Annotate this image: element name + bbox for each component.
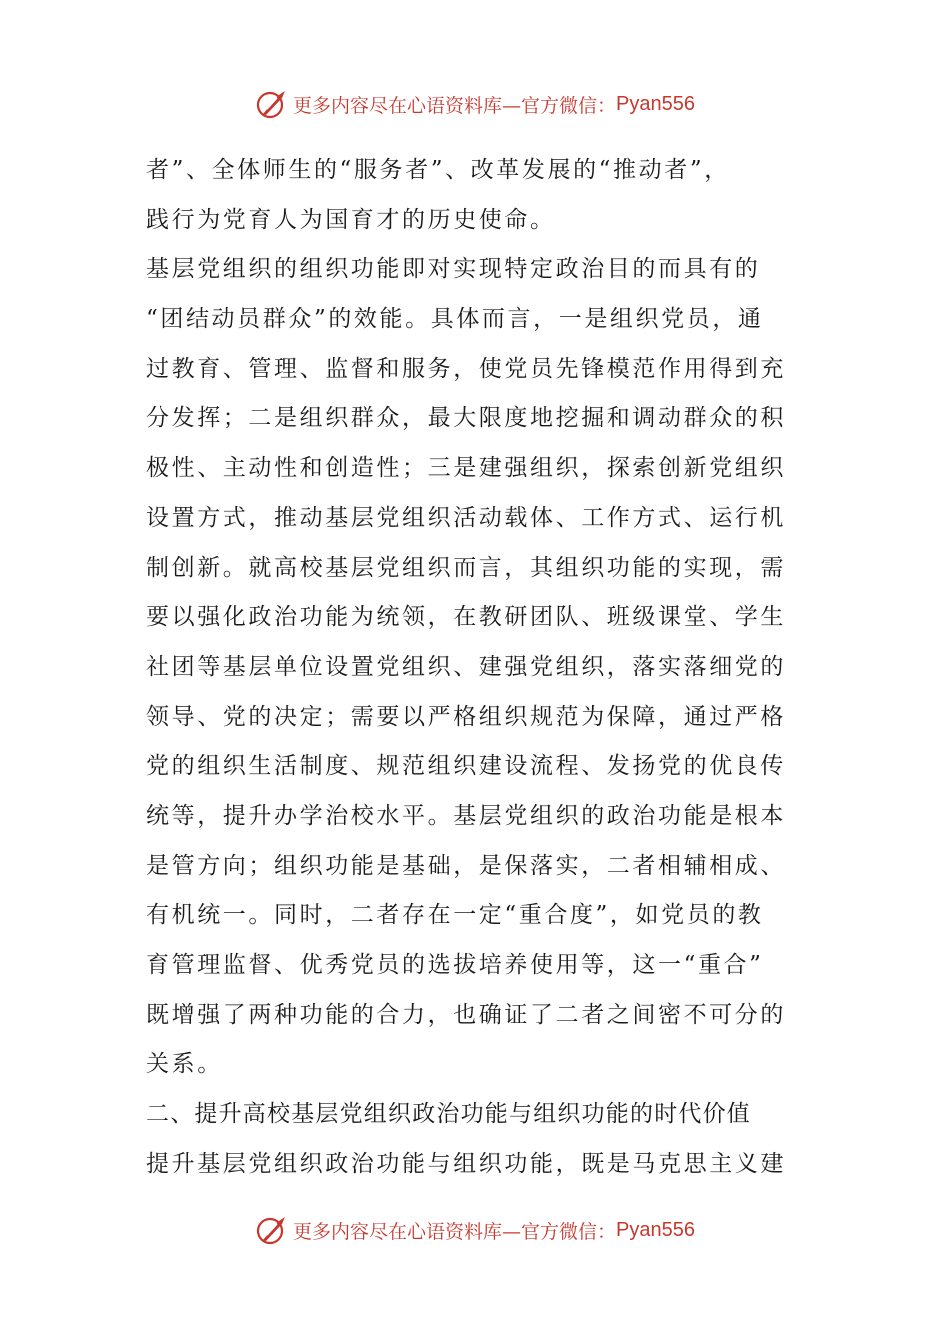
footer-banner: [0, 1210, 950, 1250]
body-line: 党的组织生活制度、规范组织建设流程、发扬党的优良传: [146, 753, 786, 780]
footer-wechat-handle: Pyan556: [616, 1218, 695, 1241]
body-line: 制创新。就高校基层党组织而言，其组织功能的实现，需: [146, 554, 786, 581]
quill-pen-logo-icon: [255, 87, 289, 121]
body-line: 者”、全体师生的“服务者”、改革发展的“推动者”，: [146, 157, 730, 183]
body-line: 统等，提升办学治校水平。基层党组织的政治功能是根本: [146, 802, 786, 829]
body-line: 设置方式，推动基层党组织活动载体、工作方式、运行机: [146, 504, 786, 531]
header-promo-text: 更多内容尽在心语资料库—官方微信：: [293, 94, 617, 117]
header-wechat-handle: Pyan556: [616, 92, 695, 115]
body-line: 有机统一。同时，二者存在一定“重合度”，如党员的教: [146, 902, 764, 929]
body-line: 育管理监督、优秀党员的选拔培养使用等，这一“重合”: [146, 952, 764, 978]
body-line: 分发挥；二是组织群众，最大限度地挖掘和调动群众的积: [146, 405, 786, 432]
header-banner: [0, 84, 950, 124]
document-body: [146, 146, 806, 1189]
body-line: 过教育、管理、监督和服务，使党员先锋模范作用得到充: [146, 355, 786, 382]
body-line: 践行为党育人为国育才的历史使命。: [146, 206, 556, 233]
body-line: 关系。: [146, 1051, 223, 1078]
body-line: 社团等基层单位设置党组织、建强党组织，落实落细党的: [146, 653, 786, 680]
footer-promo-text: 更多内容尽在心语资料库—官方微信：: [293, 1220, 617, 1243]
body-line: 基层党组织的组织功能即对实现特定政治目的而具有的: [146, 256, 761, 283]
body-line: “团结动员群众”的效能。具体而言，一是组织党员，通: [146, 306, 764, 333]
body-line: 提升基层党组织政治功能与组织功能，既是马克思主义建: [146, 1150, 786, 1177]
body-line: 要以强化政治功能为统领，在教研团队、班级课堂、学生: [146, 604, 786, 631]
body-line: 是管方向；组织功能是基础，是保落实，二者相辅相成、: [146, 852, 786, 879]
body-line: 既增强了两种功能的合力，也确证了二者之间密不可分的: [146, 1001, 786, 1028]
body-line: 领导、党的决定；需要以严格组织规范为保障，通过严格: [146, 703, 786, 730]
body-line: 极性、主动性和创造性；三是建强组织，探索创新党组织: [146, 455, 786, 482]
section-heading: 二、提升高校基层党组织政治功能与组织功能的时代价值: [146, 1101, 751, 1128]
quill-pen-logo-icon: [255, 1213, 289, 1247]
